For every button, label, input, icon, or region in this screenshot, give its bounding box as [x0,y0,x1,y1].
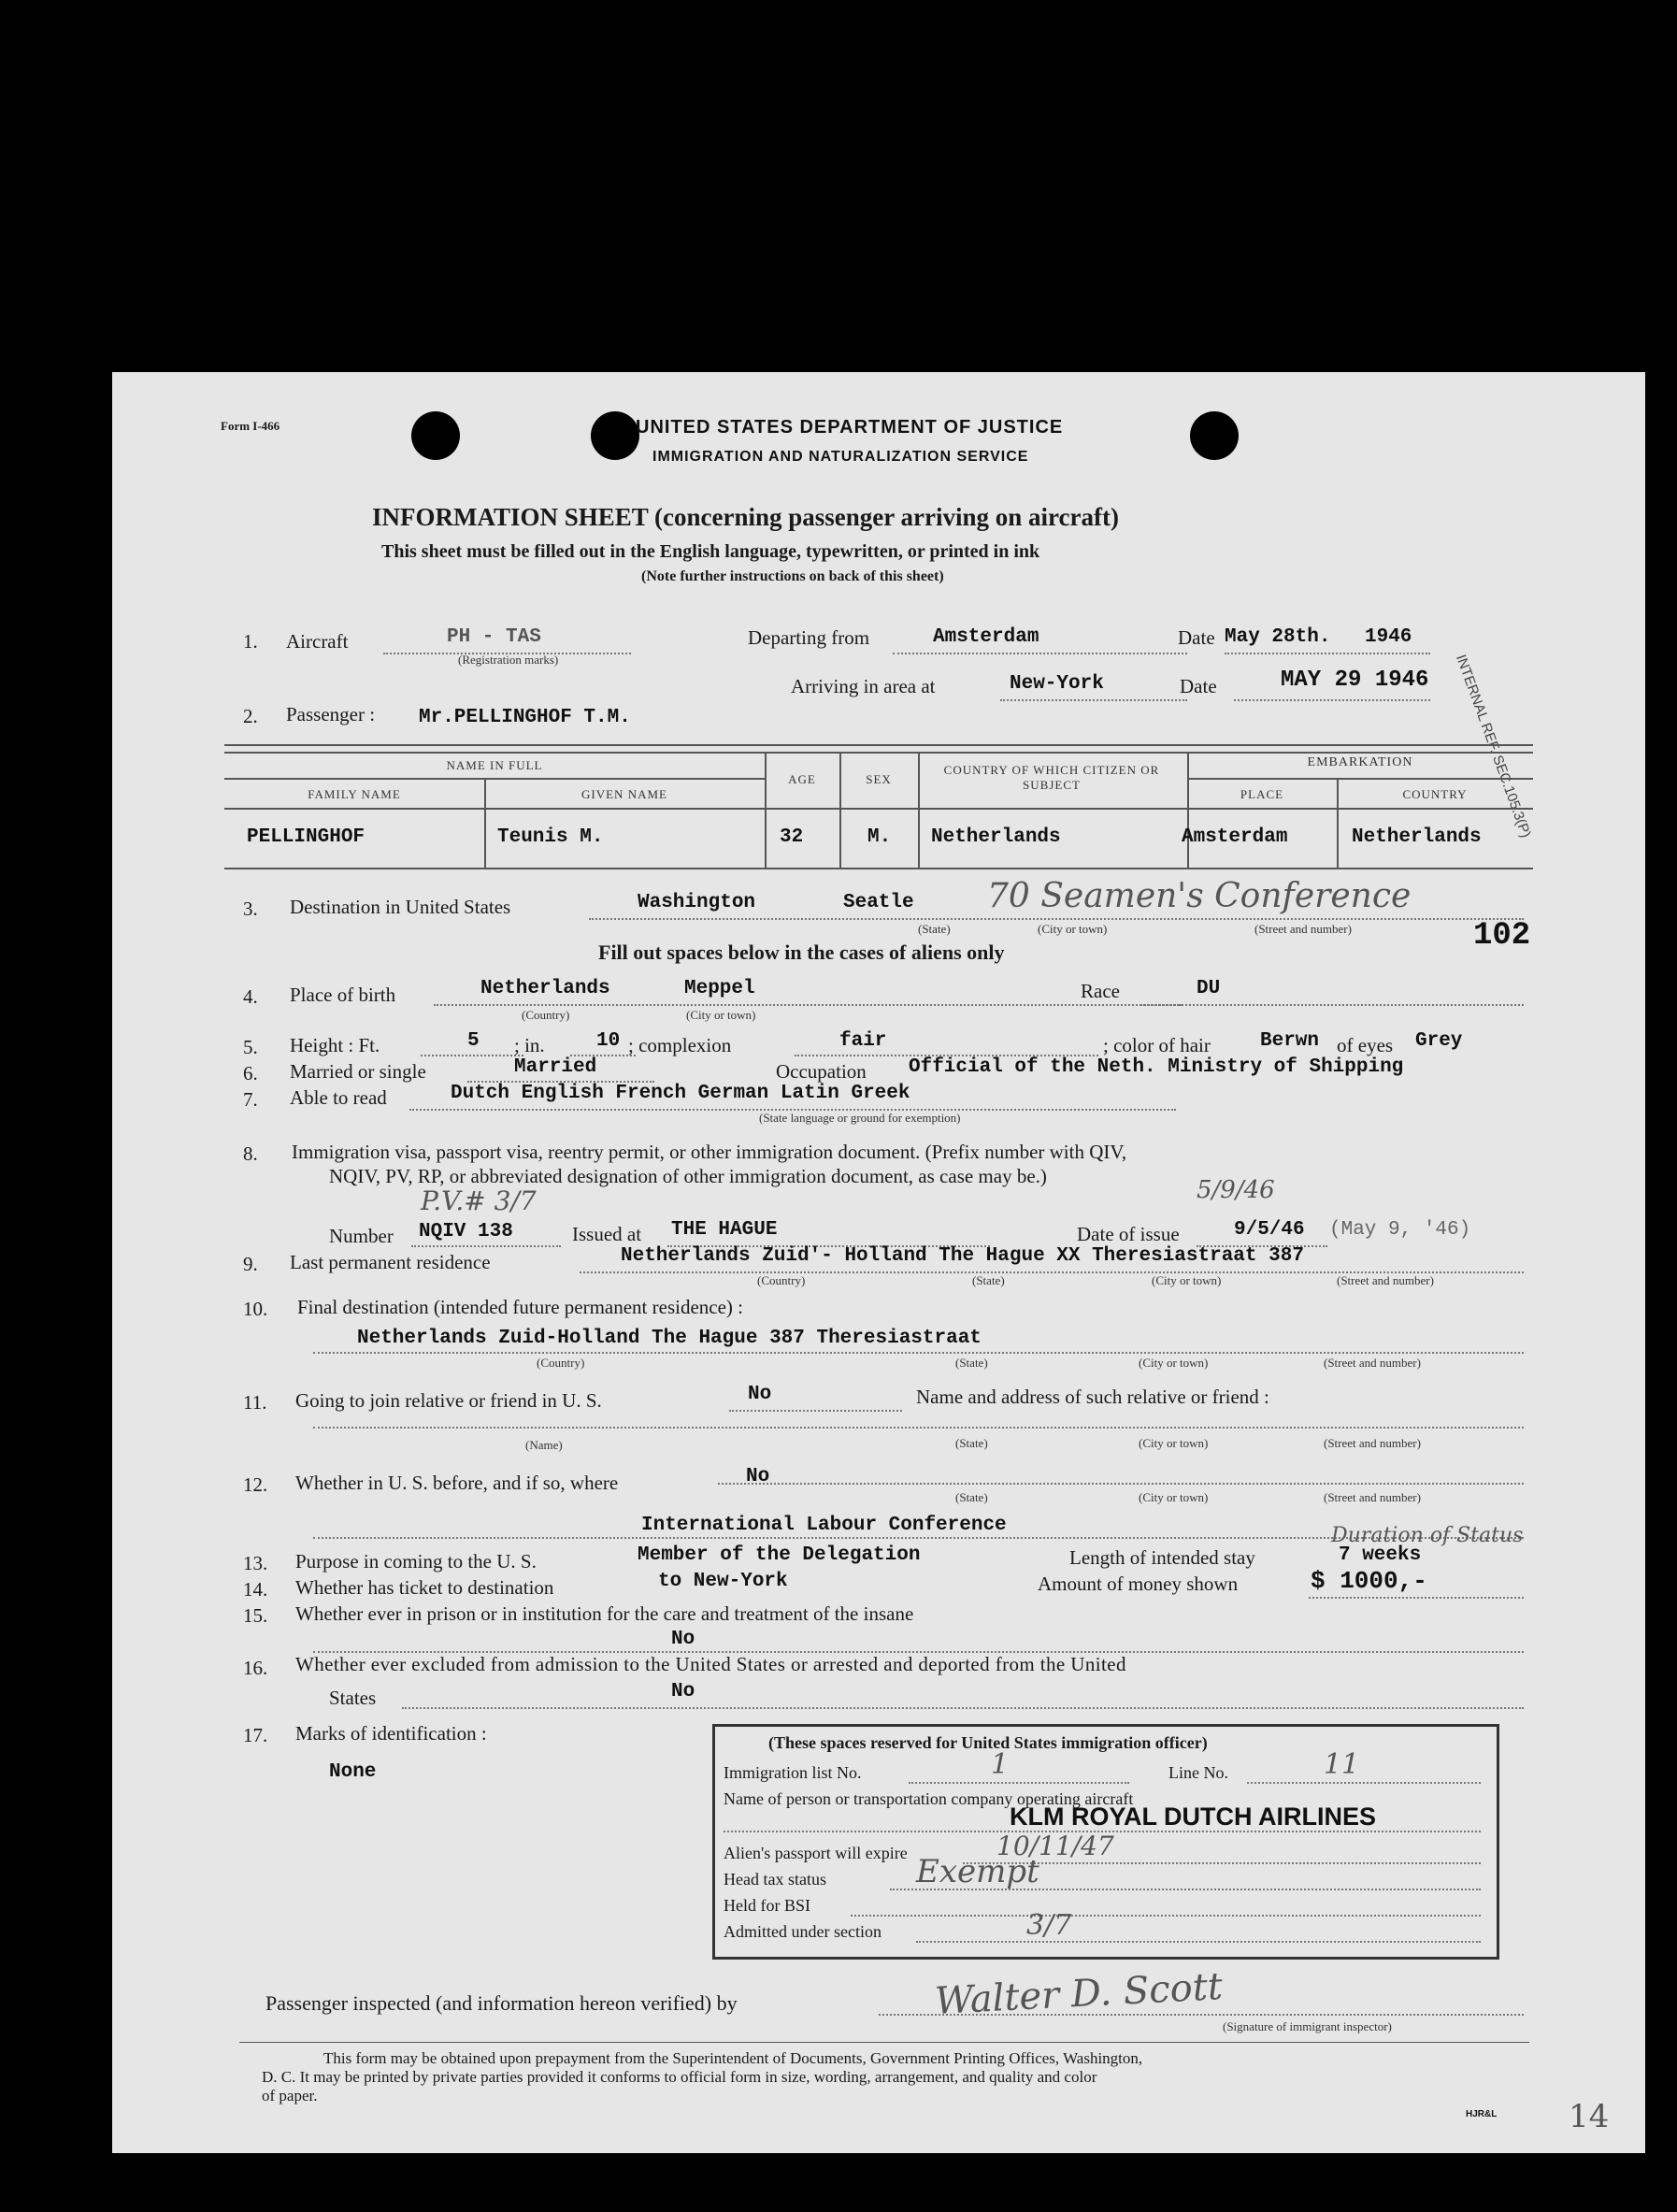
item-number-10: 10. [243,1298,268,1320]
destination-state: Washington [638,892,756,913]
hair-label: ; color of hair [1103,1034,1211,1056]
depart-year-value: 1946 [1365,626,1412,648]
final-destination-line [313,1352,1524,1354]
residence-state-caption: (State) [972,1273,1005,1287]
final-country-caption: (Country) [537,1356,585,1370]
table-rule-top [224,744,1533,746]
destination-street-handwritten: 70 Seamen's Conference [987,877,1412,915]
visa-number: NQIV 138 [419,1221,513,1242]
prison-value: No [671,1629,695,1650]
purpose-label: Purpose in coming to the U. S. [295,1550,537,1573]
head-tax-value: Exempt [916,1853,1039,1890]
item-number-1: 1. [243,630,258,653]
bsi-line [851,1915,1481,1917]
join-value: No [748,1384,772,1405]
complexion-value: fair [839,1030,887,1052]
ticket-label: Whether has ticket to destination [295,1576,554,1599]
arriving-line [1000,699,1187,701]
inspection-label: Passenger inspected (and information hereon verified) by [265,1991,738,2015]
punch-hole-center [591,411,639,460]
before-city-caption: (City or town) [1139,1490,1209,1504]
item-number-6: 6. [243,1062,258,1084]
race-line [1140,1004,1524,1006]
company-label: Name of person or transportation company operating aircraft [724,1789,1134,1808]
issued-at-value: THE HAGUE [671,1219,778,1241]
list-number-label: Immigration list No. [724,1763,862,1782]
residence-value: Netherlands Zuid'- Holland The Hague XX Theresiastraat 387 [621,1245,1304,1267]
signature-caption: (Signature of immigrant inspector) [1223,2019,1392,2033]
item-number-12: 12. [243,1473,268,1496]
table-rule-bottom [224,868,1533,869]
footer-line-1: This form may be obtained upon prepayment from the Superintendent of Documents, Government Printing Offices, Washington, [323,2049,1143,2067]
inspector-signature: Walter D. Scott [934,1964,1224,2024]
stay-value: 7 weeks [1339,1544,1422,1566]
before-label: Whether in U. S. before, and if so, where [295,1472,619,1494]
relative-address-line [313,1427,1524,1429]
embarkation-header: EMBARKATION [1307,755,1413,769]
table-col-3 [839,752,841,868]
line-number-line [1247,1782,1481,1784]
arrive-date-line [1234,699,1430,701]
final-street-caption: (Street and number) [1324,1356,1421,1370]
visa-instructions-1: Immigration visa, passport visa, reentry permit, or other immigration document. (Prefix number with QIV, [292,1141,1127,1163]
eyes-value: Grey [1415,1030,1463,1052]
line-number-label: Line No. [1168,1763,1228,1782]
residence-street-caption: (Street and number) [1337,1273,1434,1287]
item-number-8: 8. [243,1142,258,1165]
departing-line [893,653,1187,654]
destination-line [589,918,1524,920]
instructions-note: (Note further instructions on back of this sheet) [641,568,944,584]
passport-expire-value: 10/11/47 [996,1831,1114,1861]
issued-at-label: Issued at [572,1223,642,1245]
aircraft-label: Aircraft [286,630,349,653]
table-col-4 [918,752,920,868]
join-label: Going to join relative or friend in U. S. [295,1389,602,1412]
race-label: Race [1081,980,1120,1002]
table-col-2 [765,752,767,868]
country-citizen-header: COUNTRY OF WHICH CITIZEN OR SUBJECT [943,763,1160,792]
list-number-line [909,1782,1129,1784]
race-value: DU [1197,978,1221,999]
punch-hole-left [411,411,460,460]
destination-street-caption: (Street and number) [1254,922,1352,936]
passenger-value: Mr.PELLINGHOF T.M. [419,707,631,728]
officer-box-header: (These spaces reserved for United States immigration officer) [768,1733,1208,1752]
item-number-4: 4. [243,985,258,1008]
table-rule-mid1 [224,778,765,780]
departing-label: Departing from [748,626,870,649]
age-header: AGE [788,772,816,786]
visa-number-line [411,1245,561,1247]
destination-state-caption: (State) [918,922,951,936]
item-number-2: 2. [243,705,258,727]
form-number: Form I-466 [221,419,280,433]
ticket-value: to New-York [658,1571,788,1592]
departing-value: Amsterdam [933,626,1039,648]
occupation-label: Occupation [776,1060,867,1083]
embark-country-cell: Netherlands [1352,826,1482,848]
excluded-label: Whether ever excluded from admission to the United States or arrested and deported from the United [295,1653,1126,1675]
item-number-11: 11. [243,1391,267,1414]
depart-date-line [1225,653,1430,654]
marks-label: Marks of identification : [295,1722,487,1745]
birth-city: Meppel [684,978,755,999]
depart-date-label: Date [1178,626,1215,649]
arriving-value: New-York [1010,673,1104,695]
arrive-date-label: Date [1180,675,1217,697]
form-sheet [112,372,1645,2153]
visa-instructions-2: NQIV, PV, RP, or abbreviated designation of other immigration document, as case may be.) [329,1165,1047,1187]
relative-name-label: Name and address of such relative or friend : [916,1386,1269,1408]
hair-value: Berwn [1260,1030,1320,1052]
issue-date-paren: (May 9, '46) [1329,1219,1471,1241]
marks-value: None [329,1761,377,1783]
visa-number-label: Number [329,1225,394,1247]
page-subtitle: This sheet must be filled out in the English language, typewritten, or printed in ink [381,541,1040,562]
purpose-line-above: International Labour Conference [641,1515,1007,1536]
arriving-label: Arriving in area at [791,675,936,697]
aliens-section-header: Fill out spaces below in the cases of aliens only [598,941,1005,964]
birth-country: Netherlands [480,978,610,999]
arrive-date-stamp: MAY 29 1946 [1281,668,1429,693]
residence-country-caption: (Country) [757,1273,806,1287]
embark-place-cell: Amsterdam [1182,826,1288,848]
family-name-header: FAMILY NAME [308,787,401,801]
money-line [1309,1597,1524,1599]
residence-label: Last permanent residence [290,1251,491,1273]
section-line [916,1941,1481,1943]
footer-line-2: D. C. It may be printed by private parties provided it conforms to official form in size, wording, arrangement, and quality and color [262,2068,1097,2086]
prison-label: Whether ever in prison or in institution for the care and treatment of the insane [295,1602,914,1625]
name-in-full-header: NAME IN FULL [446,758,543,772]
final-destination-label: Final destination (intended future permanent residence) : [297,1296,744,1318]
marital-value: Married [514,1056,597,1078]
footer-line-3: of paper. [262,2087,318,2104]
issue-date-value: 9/5/46 [1234,1219,1305,1241]
complexion-label: ; complexion [628,1034,732,1056]
item-number-7: 7. [243,1088,258,1111]
sex-cell: M. [867,826,892,848]
side-stamp: INTERNAL REF. SEC.105.3(P) [1453,653,1534,840]
purpose-value: Member of the Delegation [638,1544,921,1566]
birth-line [434,1004,1182,1006]
passport-expire-label: Alien's passport will expire [724,1844,908,1862]
residence-city-caption: (City or town) [1152,1273,1222,1287]
occupation-value: Official of the Neth. Ministry of Shipping [909,1056,1404,1078]
passport-expire-line [963,1862,1481,1864]
given-name-header: GIVEN NAME [581,787,667,801]
relative-city-caption: (City or town) [1139,1436,1209,1450]
before-street-caption: (Street and number) [1324,1490,1421,1504]
excluded-value: No [671,1681,695,1702]
marital-label: Married or single [290,1060,426,1083]
stay-label: Length of intended stay [1069,1546,1255,1569]
citizen-cell: Netherlands [931,826,1061,848]
visa-handwritten-date: 5/9/46 [1197,1176,1275,1204]
destination-city: Seatle [843,892,914,913]
aircraft-value: PH - TAS [447,626,541,648]
relative-state-caption: (State) [955,1436,988,1450]
birth-country-caption: (Country) [522,1008,570,1022]
head-tax-label: Head tax status [724,1870,826,1889]
company-value: KLM ROYAL DUTCH AIRLINES [1010,1803,1377,1831]
handwritten-page-number: 14 [1569,2098,1610,2135]
bsi-label: Held for BSI [724,1896,810,1915]
join-line [729,1410,902,1412]
item-number-14: 14. [243,1578,268,1601]
line-number-value: 11 [1324,1748,1360,1781]
section-value: 3/7 [1026,1909,1072,1942]
money-value: $ 1000,- [1311,1567,1427,1595]
before-value: No [746,1466,770,1487]
birth-label: Place of birth [290,984,396,1006]
item-number-15: 15. [243,1604,268,1627]
agency-name: UNITED STATES DEPARTMENT OF JUSTICE [636,417,1064,438]
footer-rule [239,2042,1529,2043]
destination-city-caption: (City or town) [1038,922,1108,936]
final-state-caption: (State) [955,1356,988,1370]
passenger-label: Passenger : [286,703,376,725]
before-state-caption: (State) [955,1490,988,1504]
age-cell: 32 [780,826,804,848]
excluded-line [402,1707,1524,1709]
item-number-3: 3. [243,898,258,920]
read-label: Able to read [290,1086,387,1109]
before-line [718,1483,1524,1485]
destination-label: Destination in United States [290,896,511,918]
height-label: Height : Ft. [290,1034,380,1056]
item-number-17: 17. [243,1724,268,1746]
eyes-label: of eyes [1337,1034,1394,1056]
punch-hole-right [1190,411,1239,460]
final-city-caption: (City or town) [1139,1356,1209,1370]
final-destination-value: Netherlands Zuid-Holland The Hague 387 Theresiastraat [357,1328,982,1349]
relative-street-caption: (Street and number) [1324,1436,1421,1450]
place-header: PLACE [1240,787,1284,801]
visa-handwritten-note: P.V.# 3/7 [421,1185,537,1216]
family-name-cell: PELLINGHOF [247,826,366,848]
excluded-label-2: States [329,1687,377,1709]
birth-city-caption: (City or town) [686,1008,756,1022]
given-name-cell: Teunis M. [497,826,604,848]
item-number-9: 9. [243,1253,258,1275]
read-value: Dutch English French German Latin Greek [451,1083,910,1104]
inches-label: ; in. [514,1034,545,1056]
item-number-16: 16. [243,1657,268,1679]
table-rule-mid2 [1187,778,1533,780]
country-header: COUNTRY [1402,787,1468,801]
read-caption: (State language or ground for exemption) [759,1111,961,1125]
depart-date-value: May 28th. [1225,626,1331,648]
registration-caption: (Registration marks) [458,653,559,667]
section-label: Admitted under section [724,1922,882,1941]
stay-handwritten: Duration of Status [1331,1524,1524,1547]
page-number-stamp: 102 [1473,918,1531,954]
page-title: INFORMATION SHEET (concerning passenger arriving on aircraft) [372,503,1119,531]
money-label: Amount of money shown [1038,1573,1239,1595]
item-number-5: 5. [243,1036,258,1058]
item-number-13: 13. [243,1552,268,1574]
height-inches: 10 [596,1030,621,1052]
list-number-value: 1 [991,1748,1010,1781]
relative-name-caption: (Name) [525,1438,563,1452]
height-ft: 5 [467,1030,480,1052]
issue-date-label: Date of issue [1077,1223,1180,1245]
height-ft-line [421,1055,523,1056]
printer-code: HJR&L [1466,2109,1498,2119]
agency-service: IMMIGRATION AND NATURALIZATION SERVICE [652,449,1029,465]
table-rule-top2 [224,752,1533,754]
sex-header: SEX [866,772,892,786]
